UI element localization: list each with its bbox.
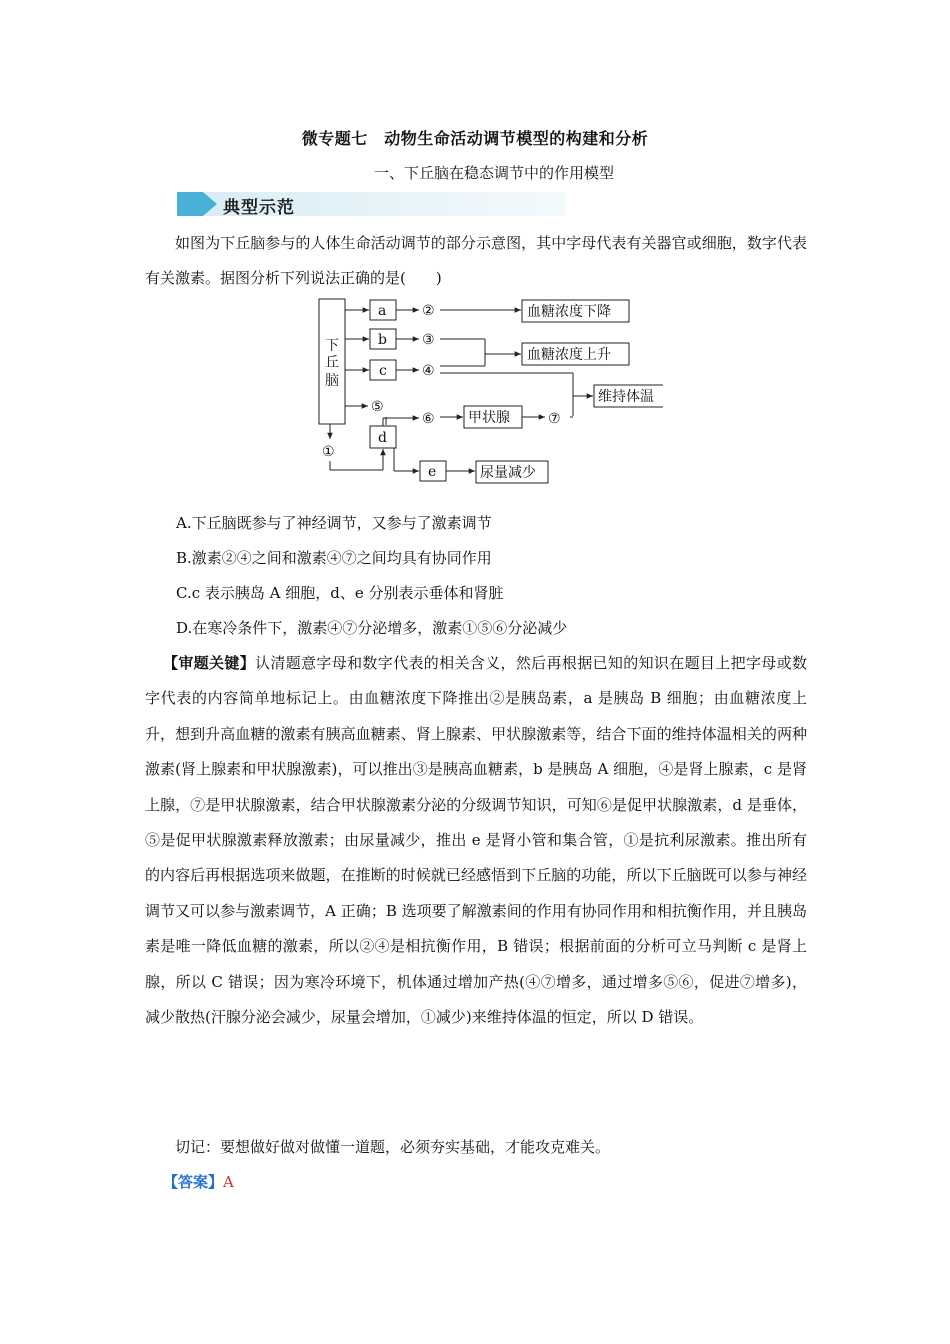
hypothalamus-label-3: 脑 (325, 373, 339, 389)
section-subtitle: 一、下丘脑在稳态调节中的作用模型 (373, 164, 614, 182)
hormone-3: ③ (422, 332, 435, 348)
answer-label: 【答案】 (163, 1173, 224, 1191)
option-d: D.在寒冷条件下，激素④⑦分泌增多，激素①⑤⑥分泌减少 (176, 619, 568, 637)
banner-arrow-tip-icon (203, 192, 217, 216)
answer-value: A (223, 1173, 234, 1191)
hypothalamus-label-2: 丘 (325, 355, 339, 371)
hypothalamus-diagram (318, 298, 663, 488)
label-e: e (428, 464, 437, 480)
outcome-urine: 尿量减少 (480, 465, 536, 481)
hormone-4: ④ (422, 363, 435, 379)
question-stem: 如图为下丘脑参与的人体生命活动调节的部分示意图，其中字母代表有关器官或细胞，数字代表有关激素。据图分析下列说法正确的是( ) (145, 234, 807, 288)
hormone-7: ⑦ (548, 411, 561, 427)
hormone-1: ① (322, 444, 335, 460)
option-a: A.下丘脑既参与了神经调节，又参与了激素调节 (176, 514, 492, 532)
outcome-temp: 维持体温 (598, 389, 654, 405)
hypothalamus-label-1: 下 (325, 338, 339, 354)
outcome-glucose-down: 血糖浓度下降 (527, 304, 611, 320)
page-title: 微专题七 动物生命活动调节模型的构建和分析 (301, 129, 649, 148)
label-b: b (378, 332, 387, 348)
note-paragraph: 切记：要想做好做对做懂一道题，必须夯实基础，才能攻克难关。 (175, 1138, 611, 1156)
option-b: B.激素②④之间和激素④⑦之间均具有协同作用 (176, 549, 492, 567)
analysis-text: 认清题意字母和数字代表的相关含义，然后再根据已知的知识在题目上把字母或数字代表的内容简单地标记上。由血糖浓度下降推出②是胰岛素，a 是胰岛 B 细胞；由血糖浓度上升，想到升高血糖的激素有胰高血糖素、肾上腺素、甲状腺激素等，结合下面的维持体温相关的两种激素(肾上腺素和甲状腺激素)，可以推出③是胰高血糖素，b 是胰岛 A 细胞，④是肾上腺素，c 是肾上腺，⑦是甲状腺激素，结合甲状腺激素分泌的分级调节知识，可知⑥是促甲状腺激素，d 是垂体，⑤是促甲状腺激素释放激素；由尿量减少，推出 e 是肾小管和集合管，①是抗利尿激素。推出所有的内容后再根据选项来做题，在推断的时候就已经感悟到下丘脑的功能，所以下丘脑既可以参与神经调节又可以参与激素调节，A 正确；B 选项要了解激素间的作用有协同作用和相抗衡作用，并且胰岛素是唯一降低血糖的激素，所以②④是相抗衡作用，B 错误；根据前面的分析可立马判断 c 是肾上腺，所以 C 错误；因为寒冷环境下，机体通过增加产热(④⑦增多，通过增多⑤⑥，促进⑦增多)，减少散热(汗腺分泌会减少，尿量会增加，①减少)来维持体温的恒定，所以 D 错误。 (145, 654, 807, 1027)
option-c: C.c 表示胰岛 A 细胞，d、e 分别表示垂体和肾脏 (176, 584, 504, 602)
label-c: c (379, 363, 387, 379)
answer-line (145, 1165, 807, 1200)
analysis-paragraph (145, 646, 807, 1035)
banner-label: 典型示范 (223, 198, 295, 218)
analysis-label: 【审题关键】 (163, 654, 256, 672)
hormone-6: ⑥ (422, 411, 435, 427)
hormone-5: ⑤ (371, 399, 384, 415)
section-banner (177, 192, 566, 216)
banner-arrow-icon (177, 192, 203, 216)
label-thyroid: 甲状腺 (468, 410, 510, 426)
outcome-glucose-up: 血糖浓度上升 (527, 347, 611, 363)
label-d: d (378, 430, 387, 446)
label-a: a (378, 303, 387, 319)
hormone-2: ② (422, 303, 435, 319)
